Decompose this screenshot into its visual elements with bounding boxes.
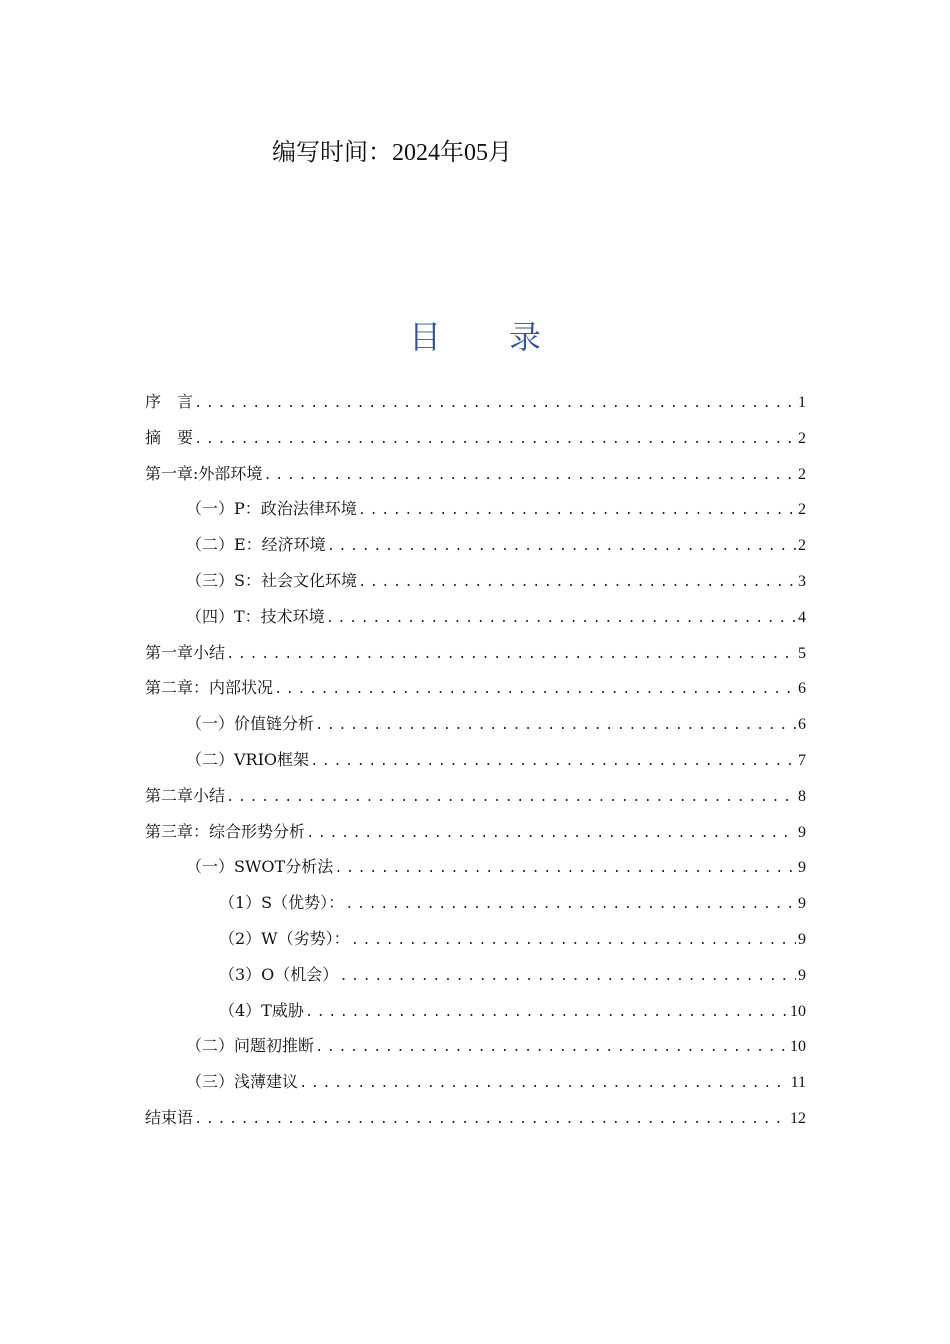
toc-leader (345, 888, 796, 924)
toc-entry[interactable] (145, 849, 806, 885)
toc-leader (194, 1103, 788, 1139)
toc-leader (306, 817, 796, 853)
toc-entry-label: 摘 要 (145, 427, 194, 447)
toc-entry-label: 序 言 (145, 392, 194, 411)
toc-leader (351, 924, 796, 960)
toc-entry-label: （一）SWOT分析法 (186, 857, 334, 877)
toc-entry-label: （4）T威胁 (219, 1000, 304, 1020)
toc-entry-page: 7 (798, 751, 806, 769)
toc-entry-page: 1 (798, 394, 806, 411)
toc-entry-label: 第二章小结 (145, 785, 226, 805)
toc-entry[interactable] (145, 527, 806, 563)
toc-leader (315, 1031, 788, 1067)
toc-leader (305, 996, 788, 1032)
toc-entry-label: （一）P：政治法律环境 (186, 499, 357, 519)
toc-leader (194, 387, 796, 423)
toc-entry-page: 11 (790, 1074, 806, 1092)
toc-entry-page: 4 (798, 608, 806, 626)
toc-entry[interactable] (145, 778, 806, 814)
toc-entry-label: （二）VRIO框架 (186, 749, 310, 769)
toc-leader (226, 638, 796, 674)
toc-leader (339, 960, 796, 996)
toc-entry-page: 5 (798, 644, 806, 662)
toc-entry-page: 3 (798, 572, 806, 590)
toc-leader (315, 709, 796, 745)
toc-entry-page: 9 (798, 966, 806, 984)
toc-leader (310, 745, 796, 781)
toc-title-char-1: 目 (408, 318, 441, 356)
toc-entry-label: （一）价值链分析 (186, 714, 315, 734)
toc-entry-label: 第一章小结 (145, 642, 226, 662)
toc-entry[interactable] (145, 706, 806, 742)
toc-leader (226, 781, 796, 817)
toc-entry[interactable] (145, 742, 806, 778)
toc-leader (327, 530, 796, 566)
toc-entry-label: （二）E：经济环境 (186, 535, 326, 555)
toc-entry[interactable] (145, 491, 806, 527)
toc-entry-page: 12 (790, 1109, 806, 1127)
table-of-contents (145, 384, 806, 1136)
toc-leader (358, 494, 796, 530)
toc-entry[interactable] (145, 635, 806, 671)
toc-entry-label: （三）浅薄建议 (186, 1072, 299, 1092)
toc-entry[interactable] (145, 814, 806, 850)
toc-entry-page: 2 (798, 465, 806, 483)
toc-entry-label: 第一章:外部环境 (145, 463, 263, 483)
toc-entry-label: （四）T：技术环境 (186, 606, 325, 626)
toc-entry[interactable] (145, 1064, 806, 1100)
toc-leader (299, 1067, 789, 1103)
toc-entry[interactable] (145, 420, 806, 456)
toc-entry[interactable] (145, 670, 806, 706)
toc-entry[interactable] (145, 921, 806, 957)
toc-entry[interactable] (145, 1028, 806, 1064)
toc-entry[interactable] (145, 384, 806, 420)
toc-entry-label: 第二章：内部状况 (145, 678, 274, 698)
toc-entry-label: 结束语 (145, 1107, 194, 1127)
toc-title (0, 312, 950, 358)
toc-leader (274, 673, 796, 709)
toc-entry-page: 10 (790, 1038, 806, 1056)
toc-leader (334, 852, 796, 888)
toc-entry-page: 9 (798, 930, 806, 948)
compile-date: 编写时间：2024年05月 (272, 140, 512, 166)
toc-entry-label: （二）问题初推断 (186, 1036, 315, 1056)
toc-entry[interactable] (145, 957, 806, 993)
toc-entry-page: 2 (798, 429, 806, 447)
toc-entry-page: 9 (798, 823, 806, 841)
toc-entry-label: （1）S（优势）： (219, 893, 345, 913)
toc-entry-label: （2）W（劣势）： (219, 928, 350, 948)
toc-entry[interactable] (145, 885, 806, 921)
toc-leader (194, 423, 796, 459)
toc-entry-label: 第三章：综合形势分析 (145, 821, 306, 841)
toc-entry[interactable] (145, 993, 806, 1029)
toc-entry-page: 2 (798, 537, 806, 555)
toc-entry-page: 10 (790, 1002, 806, 1020)
toc-entry-page: 6 (798, 716, 806, 734)
toc-title-char-2: 录 (509, 318, 542, 356)
toc-entry-page: 2 (798, 501, 806, 519)
toc-entry-page: 8 (798, 787, 806, 805)
toc-entry[interactable] (145, 1100, 806, 1136)
toc-leader (358, 566, 796, 602)
toc-entry[interactable] (145, 563, 806, 599)
toc-entry-page: 9 (798, 895, 806, 913)
toc-leader (263, 459, 796, 495)
toc-entry-page: 6 (798, 680, 806, 698)
toc-entry[interactable] (145, 456, 806, 492)
toc-leader (326, 602, 796, 638)
toc-entry-page: 9 (798, 859, 806, 877)
toc-entry[interactable] (145, 599, 806, 635)
toc-entry-label: （三）S：社会文化环境 (186, 570, 357, 590)
toc-entry-label: （3）O（机会） (219, 964, 339, 984)
